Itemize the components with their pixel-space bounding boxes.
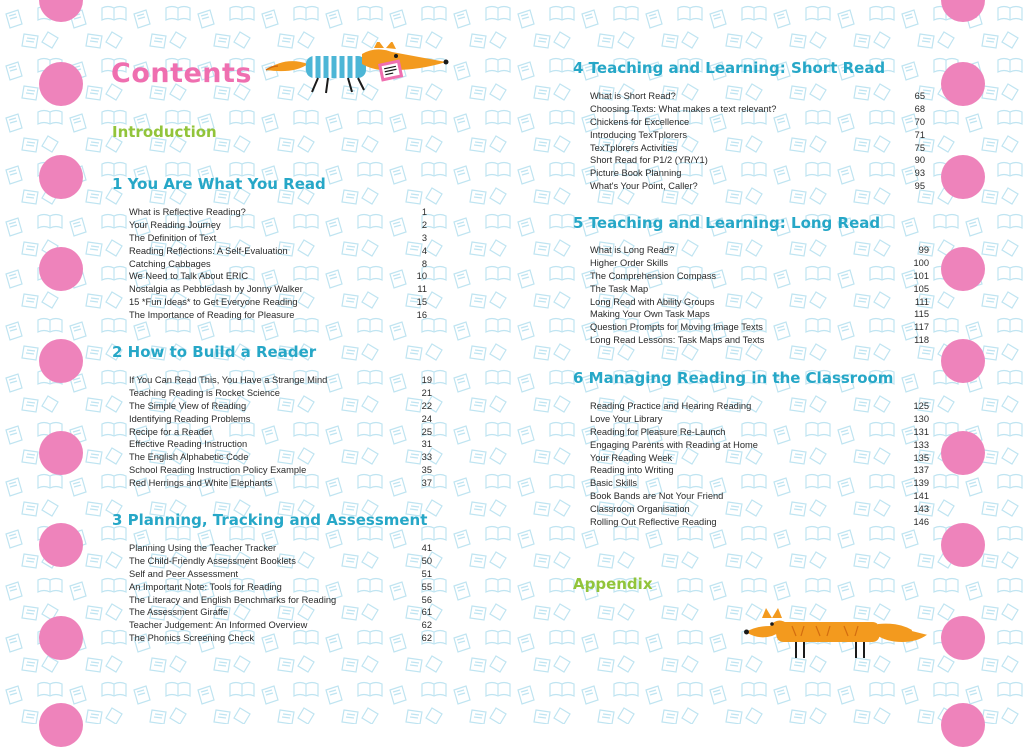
toc-entry-title: The Importance of Reading for Pleasure — [129, 310, 295, 321]
toc-entry — [129, 413, 432, 426]
toc-entry-title: Your Reading Journey — [129, 219, 221, 230]
toc-entry — [129, 387, 432, 400]
toc-entry-title: Choosing Texts: What makes a text relevant? — [590, 103, 777, 114]
toc-entry-page: 143 — [913, 504, 929, 515]
section-5-entries — [590, 244, 929, 347]
toc-entry — [129, 258, 427, 271]
right-binding-dots — [941, 0, 985, 724]
toc-entry-title: The Child-Friendly Assessment Booklets — [129, 555, 296, 566]
toc-entry-page: 4 — [421, 245, 427, 256]
toc-entry-page: 10 — [416, 271, 427, 282]
toc-entry-title: Reading into Writing — [590, 465, 674, 476]
toc-entry-page: 75 — [914, 142, 925, 153]
toc-entry-page: 141 — [913, 491, 929, 502]
binding-dot — [39, 155, 83, 199]
toc-entry — [129, 374, 432, 387]
toc-entry-page: 90 — [914, 155, 925, 166]
toc-entry-title: Identifying Reading Problems — [129, 413, 251, 424]
toc-entry — [590, 490, 929, 503]
toc-entry — [129, 581, 432, 594]
section-3-entries — [129, 542, 432, 645]
toc-entry — [590, 503, 929, 516]
toc-entry-title: TexTplorers Activities — [590, 142, 678, 153]
binding-dot — [941, 339, 985, 383]
toc-entry-title: Introducing TexTplorers — [590, 129, 687, 140]
binding-dot — [39, 62, 83, 106]
left-binding-dots — [39, 0, 83, 724]
toc-entry — [590, 90, 925, 103]
toc-entry-title: If You Can Read This, You Have a Strange Mind — [129, 375, 328, 385]
toc-entry-page: 137 — [913, 465, 929, 476]
toc-entry-title: Short Read for P1/2 (YR/Y1) — [590, 155, 708, 166]
toc-entry-page: 2 — [421, 219, 427, 230]
fox-standing-icon — [744, 604, 930, 662]
toc-entry-title: Reading Reflections: A Self-Evaluation — [129, 245, 288, 256]
toc-entry-page: 111 — [914, 296, 929, 307]
toc-entry-page: 33 — [421, 452, 432, 463]
toc-entry-page: 16 — [416, 310, 427, 321]
toc-entry — [129, 270, 427, 283]
toc-entry-title: Your Reading Week — [590, 452, 673, 463]
binding-dot — [941, 616, 985, 660]
toc-entry-title: Classroom Organisation — [590, 504, 690, 515]
toc-entry — [129, 426, 432, 439]
toc-entry-page: 71 — [914, 129, 925, 140]
section-6-entries — [590, 400, 929, 529]
toc-entry-page: 37 — [421, 478, 432, 489]
fox-with-book-icon — [262, 42, 452, 98]
toc-entry-page: 41 — [421, 543, 432, 553]
toc-entry-title: Higher Order Skills — [590, 257, 669, 268]
toc-entry — [590, 257, 929, 270]
toc-entry — [129, 245, 427, 258]
toc-entry-page: 139 — [913, 478, 929, 489]
toc-entry-title: Picture Book Planning — [590, 168, 682, 179]
toc-entry — [590, 283, 929, 296]
toc-entry-title: What is Short Read? — [590, 91, 676, 101]
toc-entry-page: 1 — [421, 207, 427, 217]
toc-entry — [590, 167, 925, 180]
toc-entry-page: 115 — [914, 309, 929, 320]
binding-dot — [39, 247, 83, 291]
toc-entry-title: The Assessment Giraffe — [129, 607, 229, 618]
toc-entry-title: Effective Reading Instruction — [129, 439, 248, 450]
toc-entry-page: 35 — [421, 465, 432, 476]
toc-entry — [129, 477, 432, 490]
toc-entry — [590, 439, 929, 452]
toc-entry-title: The Phonics Screening Check — [129, 633, 255, 644]
toc-entry-page: 125 — [913, 401, 929, 411]
binding-dot — [39, 431, 83, 475]
toc-entry-page: 56 — [421, 594, 432, 605]
section-2-entries — [129, 374, 432, 490]
toc-entry-page: 3 — [421, 232, 427, 243]
toc-entry-page: 25 — [421, 426, 432, 437]
toc-entry-page: 19 — [421, 375, 432, 385]
toc-entry-page: 117 — [914, 322, 929, 333]
toc-entry — [129, 568, 432, 581]
toc-entry — [129, 206, 427, 219]
toc-entry — [590, 516, 929, 529]
binding-dot — [39, 616, 83, 660]
toc-entry-page: 130 — [913, 413, 929, 424]
toc-entry-page: 101 — [913, 270, 929, 281]
binding-dot — [39, 339, 83, 383]
binding-dot — [39, 0, 83, 22]
toc-entry-title: Rolling Out Reflective Reading — [590, 517, 717, 528]
toc-entry — [590, 413, 929, 426]
toc-entry-title: We Need to Talk About ERIC — [129, 271, 249, 282]
appendix-heading: Appendix — [573, 575, 653, 593]
toc-entry — [129, 219, 427, 232]
section-3-heading: 3 Planning, Tracking and Assessment — [112, 511, 428, 529]
toc-entry-title: Basic Skills — [590, 478, 638, 489]
toc-entry-title: Recipe for a Reader — [129, 426, 213, 437]
toc-entry — [129, 283, 427, 296]
toc-entry-page: 62 — [421, 633, 432, 644]
toc-entry-title: School Reading Instruction Policy Example — [129, 465, 307, 476]
toc-entry-page: 11 — [417, 284, 427, 295]
toc-entry-page: 133 — [913, 439, 929, 450]
section-5-heading: 5 Teaching and Learning: Long Read — [573, 214, 881, 232]
toc-entry-page: 100 — [913, 257, 929, 268]
toc-entry — [590, 270, 929, 283]
toc-entry-page: 95 — [914, 181, 925, 192]
toc-entry-page: 51 — [421, 568, 432, 579]
toc-entry-title: Planning Using the Teacher Tracker — [129, 543, 277, 553]
toc-entry-page: 93 — [914, 168, 925, 179]
toc-entry — [129, 542, 432, 555]
binding-dot — [941, 247, 985, 291]
section-4-entries — [590, 90, 925, 193]
toc-entry — [590, 244, 929, 257]
toc-entry-title: Self and Peer Assessment — [129, 568, 239, 579]
toc-entry-title: Long Read with Ability Groups — [590, 296, 715, 307]
toc-entry-page: 118 — [914, 335, 929, 346]
toc-entry-title: The Task Map — [590, 283, 649, 294]
toc-entry-title: Catching Cabbages — [129, 258, 211, 269]
binding-dot — [941, 431, 985, 475]
section-4-heading: 4 Teaching and Learning: Short Read — [573, 59, 886, 77]
toc-entry-page: 135 — [913, 452, 929, 463]
toc-entry — [129, 464, 432, 477]
toc-entry — [590, 334, 929, 347]
toc-entry-page: 50 — [421, 555, 432, 566]
toc-entry — [129, 451, 432, 464]
binding-dot — [941, 62, 985, 106]
toc-entry — [129, 309, 427, 322]
toc-entry-title: What is Long Read? — [590, 245, 675, 255]
page-title: Contents — [111, 58, 253, 89]
toc-entry-title: The Definition of Text — [129, 232, 217, 243]
binding-dot — [941, 0, 985, 22]
toc-entry-page: 31 — [421, 439, 432, 450]
toc-entry-page: 62 — [421, 620, 432, 631]
toc-entry-page: 146 — [913, 517, 929, 528]
binding-dot — [941, 703, 985, 747]
section-2-heading: 2 How to Build a Reader — [112, 343, 317, 361]
toc-entry-page: 15 — [416, 297, 427, 308]
toc-entry-title: What's Your Point, Caller? — [590, 181, 698, 192]
introduction-heading: Introduction — [112, 123, 217, 141]
toc-entry-title: Chickens for Excellence — [590, 116, 690, 127]
toc-entry — [129, 555, 432, 568]
toc-entry-title: The Comprehension Compass — [590, 270, 717, 281]
toc-entry — [590, 400, 929, 413]
toc-entry — [590, 180, 925, 193]
toc-entry — [129, 296, 427, 309]
toc-entry-title: Engaging Parents with Reading at Home — [590, 439, 758, 450]
toc-entry-page: 24 — [421, 413, 432, 424]
toc-entry-title: What is Reflective Reading? — [129, 207, 246, 217]
toc-entry-title: Love Your Library — [590, 413, 663, 424]
toc-entry-title: Reading Practice and Hearing Reading — [590, 401, 752, 411]
binding-dot — [39, 523, 83, 567]
binding-dot — [941, 155, 985, 199]
toc-entry-title: Making Your Own Task Maps — [590, 309, 710, 320]
toc-entry — [129, 632, 432, 645]
section-1-entries — [129, 206, 427, 322]
toc-entry — [590, 452, 929, 465]
toc-entry — [590, 154, 925, 167]
toc-entry-page: 68 — [914, 103, 925, 114]
toc-entry-page: 22 — [421, 400, 432, 411]
toc-entry-title: The English Alphabetic Code — [129, 452, 249, 463]
toc-entry — [590, 464, 929, 477]
toc-entry-page: 70 — [914, 116, 925, 127]
toc-entry — [590, 321, 929, 334]
toc-entry — [590, 477, 929, 490]
toc-entry — [590, 129, 925, 142]
toc-entry-page: 99 — [918, 245, 929, 255]
binding-dot — [39, 703, 83, 747]
toc-entry — [129, 606, 432, 619]
toc-entry-title: Red Herrings and White Elephants — [129, 478, 273, 489]
toc-entry — [590, 426, 929, 439]
toc-entry-page: 55 — [421, 581, 432, 592]
toc-entry — [590, 308, 929, 321]
toc-entry-title: Long Read Lessons: Task Maps and Texts — [590, 335, 765, 346]
toc-entry-title: Book Bands are Not Your Friend — [590, 491, 724, 502]
toc-entry — [590, 103, 925, 116]
toc-entry-title: Reading for Pleasure Re-Launch — [590, 426, 726, 437]
toc-entry-title: The Literacy and English Benchmarks for Reading — [129, 594, 337, 605]
toc-entry — [129, 594, 432, 607]
toc-entry — [590, 296, 929, 309]
toc-entry-title: Question Prompts for Moving Image Texts — [590, 322, 763, 333]
toc-entry — [129, 400, 432, 413]
toc-entry-page: 61 — [421, 607, 432, 618]
toc-entry-title: 15 *Fun Ideas* to Get Everyone Reading — [129, 297, 298, 308]
toc-entry — [129, 438, 432, 451]
toc-entry-title: The Simple View of Reading — [129, 400, 247, 411]
section-6-heading: 6 Managing Reading in the Classroom — [573, 369, 894, 387]
section-1-heading: 1 You Are What You Read — [112, 175, 326, 193]
toc-entry — [590, 142, 925, 155]
toc-entry-page: 131 — [913, 426, 929, 437]
toc-entry — [590, 116, 925, 129]
toc-entry — [129, 232, 427, 245]
binding-dot — [941, 523, 985, 567]
toc-entry-title: Nostalgia as Pebbledash by Jonny Walker — [129, 284, 303, 295]
toc-entry-title: Teaching Reading is Rocket Science — [129, 387, 280, 398]
toc-entry-page: 21 — [421, 387, 432, 398]
toc-entry-title: Teacher Judgement: An Informed Overview — [129, 620, 308, 631]
toc-entry-title: An Important Note: Tools for Reading — [129, 581, 282, 592]
toc-entry — [129, 619, 432, 632]
toc-entry-page: 105 — [913, 283, 929, 294]
toc-entry-page: 65 — [914, 91, 925, 101]
toc-entry-page: 8 — [421, 258, 427, 269]
